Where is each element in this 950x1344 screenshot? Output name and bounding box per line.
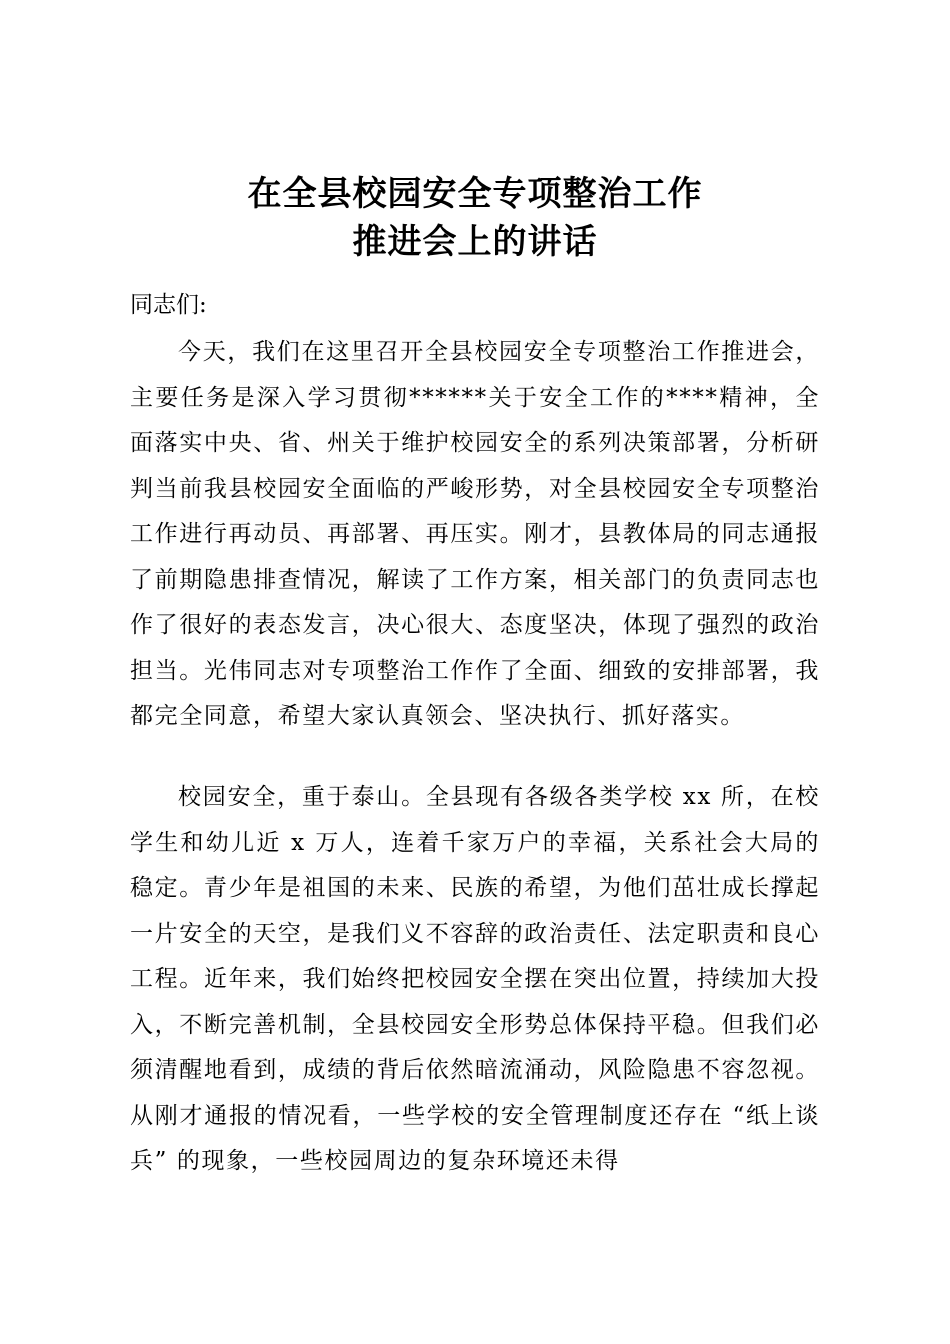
body-paragraph-1: 今天，我们在这里召开全县校园安全专项整治工作推进会，主要任务是深入学习贯彻******关于安全工作的****精神，全面落实中央、省、州关于维护校园安全的系列决策部署，分析研判当前我县校园安全面临的严峻形势，对全县校园安全专项整治工作进行再动员、再部署、再压实。刚才，县教体局的同志通报了前期隐患排查情况，解读了工作方案，相关部门的负责同志也作了很好的表态发言，决心很大、态度坚决，体现了强烈的政治担当。光伟同志对专项整治工作作了全面、细致的安排部署，我都完全同意，希望大家认真领会、坚决执行、抓好落实。 — [130, 339, 820, 729]
document-title-line-2: 推进会上的讲话 — [352, 222, 598, 262]
salutation: 同志们: — [130, 292, 207, 318]
document-title-line-1: 在全县校园安全专项整治工作 — [247, 174, 703, 214]
body-paragraph-2: 校园安全，重于泰山。全县现有各级各类学校 xx 所，在校学生和幼儿近 x 万人，连着千家万户的幸福，关系社会大局的稳定。青少年是祖国的未来、民族的希望，为他们茁壮成长撑起一片安全的天空，是我们义不容辞的政治责任、法定职责和良心工程。近年来，我们始终把校园安全摆在突出位置，持续加大投入，不断完善机制，全县校园安全形势总体保持平稳。但我们必须清醒地看到，成绩的背后依然暗流涌动，风险隐患不容忽视。从刚才通报的情况看，一些学校的安全管理制度还存在 “纸上谈兵” 的现象，一些校园周边的复杂环境还未得 — [130, 784, 820, 1174]
